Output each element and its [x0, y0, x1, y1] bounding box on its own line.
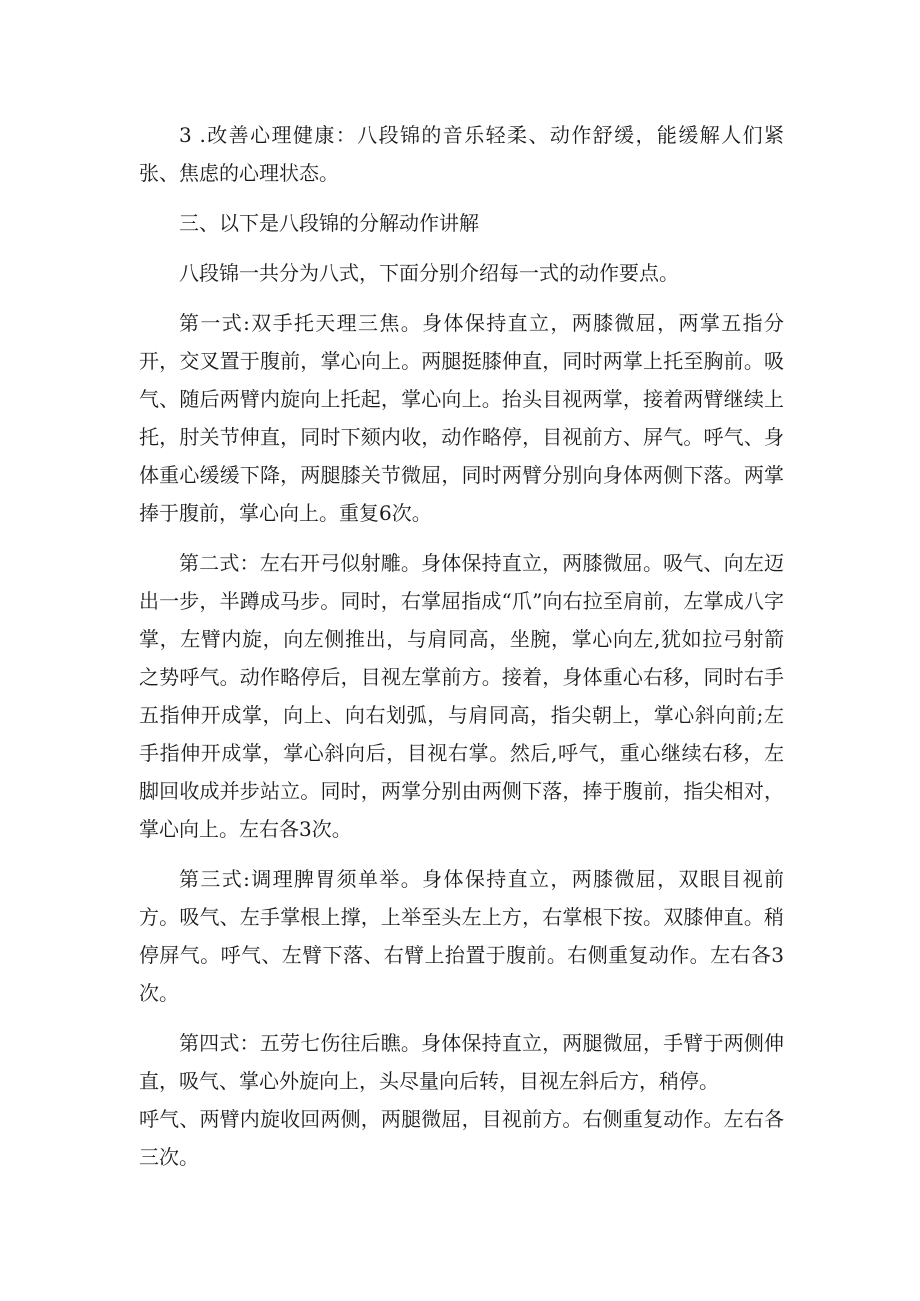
paragraph-form-3: 第三式:调理脾胃须单举。身体保持直立，两膝微屈，双眼目视前方。吸气、左手掌根上撑，上举至头左上方，右掌根下按。双膝伸直。稍停屏气。呼气、左臂下落、右臂上抬置于腹前。右侧重复动作。左右各3次。	[139, 867, 784, 1005]
document-body	[139, 116, 784, 1188]
paragraph-form-2: 第二式：左右开弓似射雕。身体保持直立，两膝微屈。吸气、向左迈出一步，半蹲成马步。同时，右掌屈指成“爪”向右拉至肩前，左掌成八字掌，左臂内旋，向左侧推出，与肩同高，坐腕，掌心向左,犹如拉弓射箭之势呼气。动作略停后，目视左掌前方。接着，身体重心右移，同时右手五指伸开成掌，向上、向右划弧，与肩同高，指尖朝上，掌心斜向前;左手指伸开成掌，掌心斜向后，目视右掌。然后,呼气，重心继续右移，左脚回收成并步站立。同时，两掌分别由两侧下落，捧于腹前，指尖相对，掌心向上。左右各3次。	[139, 551, 784, 841]
paragraph-mental-health: 3 .改善心理健康：八段锦的音乐轻柔、动作舒缓，能缓解人们紧张、焦虑的心理状态。	[139, 123, 784, 185]
paragraph-form-4: 第四式：五劳七伤往后瞧。身体保持直立，两腿微屈，手臂于两侧伸直，吸气、掌心外旋向上，头尽量向后转，目视左斜后方，稍停。	[139, 1031, 784, 1093]
paragraph-form-1: 第一式:双手托天理三焦。身体保持直立，两膝微屈，两掌五指分开，交叉置于腹前，掌心向上。两腿挺膝伸直，同时两掌上托至胸前。吸气、随后两臂内旋向上托起，掌心向上。抬头目视两掌，接着两臂继续上托，肘关节伸直，同时下颏内收，动作略停，目视前方、屏气。呼气、身体重心缓缓下降，两腿膝关节微屈，同时两臂分别向身体两侧下落。两掌捧于腹前，掌心向上。重复6次。	[139, 311, 784, 525]
paragraph-intro: 八段锦一共分为八式，下面分别介绍每一式的动作要点。	[179, 261, 679, 285]
section-heading-3: 三、以下是八段锦的分解动作讲解	[179, 211, 479, 235]
paragraph-form-4-continued: 呼气、两臂内旋收回两侧，两腿微屈，目视前方。右侧重复动作。左右各三次。	[139, 1107, 784, 1169]
